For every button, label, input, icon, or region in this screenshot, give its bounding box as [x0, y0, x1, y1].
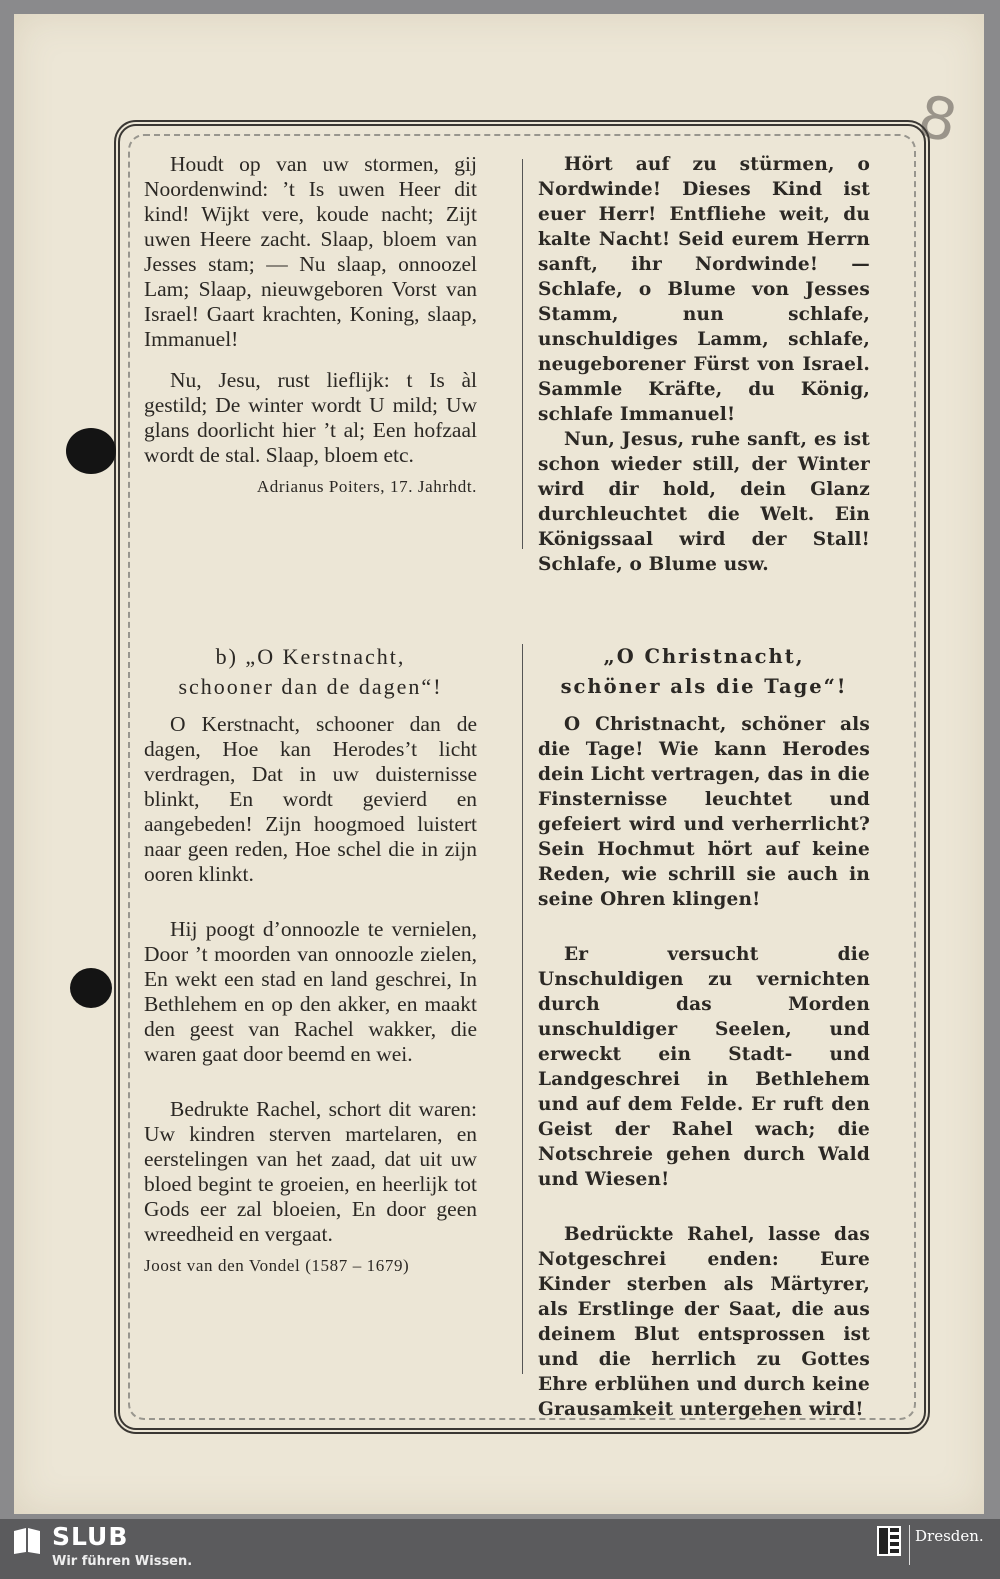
author-credit-vondel: Joost van den Vondel (1587 – 1679): [144, 1256, 410, 1275]
dresden-coat-of-arms-icon: [876, 1525, 902, 1557]
german-column-top: [538, 152, 870, 577]
dutch-song-title-line-2: schooner dan de dagen“!: [178, 674, 443, 699]
dutch-verse-1: Houdt op van uw stormen, gij Noordenwind: ’t Is uwen Heer dit kind! Wijkt vere, koude nacht; Zijt uwen Heere zacht. Slaap, bloem van Jesses stam; — Nu slaap, onnoozel Lam; Slaap, nieuwgeboren Vorst van Israel! Gaart krachten, Koning, slaap, Immanuel!: [144, 152, 477, 351]
book-icon: [12, 1525, 42, 1555]
author-credit-poiters: Adrianus Poiters, 17. Jahrhdt.: [256, 477, 477, 496]
pencil-mark: 8: [912, 81, 963, 156]
german-stanza-1: O Christnacht, schöner als die Tage! Wie kann Herodes dein Licht vertragen, das in die Finsternisse leuchtet und gefeiert wird und verherrlicht? Sein Hochmut hört auf keine Reden, wie schrill sie auch in seine Ohren klingen!: [538, 714, 870, 910]
dutch-verse-2: Nu, Jesu, rust lieflijk: t Is àl gestild; De winter wordt U mild; Uw glans doorlicht hier ’t al; Een hofzaal wordt de stal. Slaap, bloem etc.: [144, 368, 477, 467]
german-verse-1: Hört auf zu stürmen, o Nordwinde! Dieses Kind ist euer Herr! Entfliehe weit, du kalte Nacht! Seid eurem Herrn sanft, ihr Nordwinde! — Schlafe, o Blume von Jesses Stamm, nun schlafe, unschuldiges Lamm, schlafe, neugeborener Fürst von Israel. Sammle Kräfte, du König, schlafe Immanuel!: [538, 154, 870, 425]
dutch-stanza-2: Hij poogt d’onnoozle te vernielen, Door ’t moorden van onnoozle zielen, En wekt een stad en land geschrei, In Bethlehem en op den akker, en maakt den geest van Rachel wakker, die waren gaat door beemd en wei.: [144, 917, 477, 1066]
german-column-bottom: [538, 642, 870, 1422]
punch-hole-upper: [66, 428, 116, 474]
library-tagline: Wir führen Wissen.: [52, 1554, 193, 1569]
library-name[interactable]: SLUB: [52, 1522, 129, 1551]
german-stanza-3: Bedrückte Rahel, lasse das Notgeschrei enden: Eure Kinder sterben als Märtyrer, als Erstlinge der Saat, die aus deinem Blut entsprossen ist und die herrlich zu Gottes Ehre erblühen und durch keine Grausamkeit untergehen wird!: [538, 1224, 870, 1420]
column-divider-top: [522, 159, 523, 549]
german-song-title-line-1: „O Christnacht,: [603, 645, 805, 668]
city-logo-text[interactable]: Dresden.: [915, 1527, 984, 1545]
dutch-column-bottom: [144, 642, 477, 1278]
german-song-title-line-2: schöner als die Tage“!: [560, 675, 848, 698]
dutch-song-title-line-1: b) „O Kerstnacht,: [215, 644, 406, 669]
column-divider-bottom: [522, 644, 523, 1374]
footer-separator: [909, 1525, 910, 1565]
footer-bar: [0, 1519, 1000, 1579]
punch-hole-lower: [70, 968, 112, 1008]
german-verse-2: Nun, Jesus, ruhe sanft, es ist schon wieder still, der Winter wird dir hold, dein Glanz durchleuchtet die Welt. Ein Königssaal wird der Stall! Schlafe, o Blume usw.: [538, 429, 870, 575]
document-page: [14, 14, 984, 1514]
dutch-stanza-1: O Kerstnacht, schooner dan de dagen, Hoe kan Herodes’t licht verdragen, Dat in uw duisternisse blinkt, En wordt gevierd en aangebeden! Zijn hoogmoed luistert naar geen reden, Hoe schel die in zijn ooren klinkt.: [144, 712, 477, 886]
dutch-column-top: [144, 152, 477, 499]
german-stanza-2: Er versucht die Unschuldigen zu vernichten durch das Morden unschuldiger Seelen, und erweckt ein Stadt- und Landgeschrei in Bethlehem und auf dem Felde. Er ruft den Geist der Rahel wach; die Notschreie gehen durch Wald und Wiesen!: [538, 944, 870, 1190]
dutch-stanza-3: Bedrukte Rachel, schort dit waren: Uw kindren sterven martelaren, en eerstelingen van het zaad, dat uit uw bloed begint te groeien, en heerlijk tot Gods eer zal bloeien, En door geen wreedheid en vergaat.: [144, 1097, 477, 1246]
